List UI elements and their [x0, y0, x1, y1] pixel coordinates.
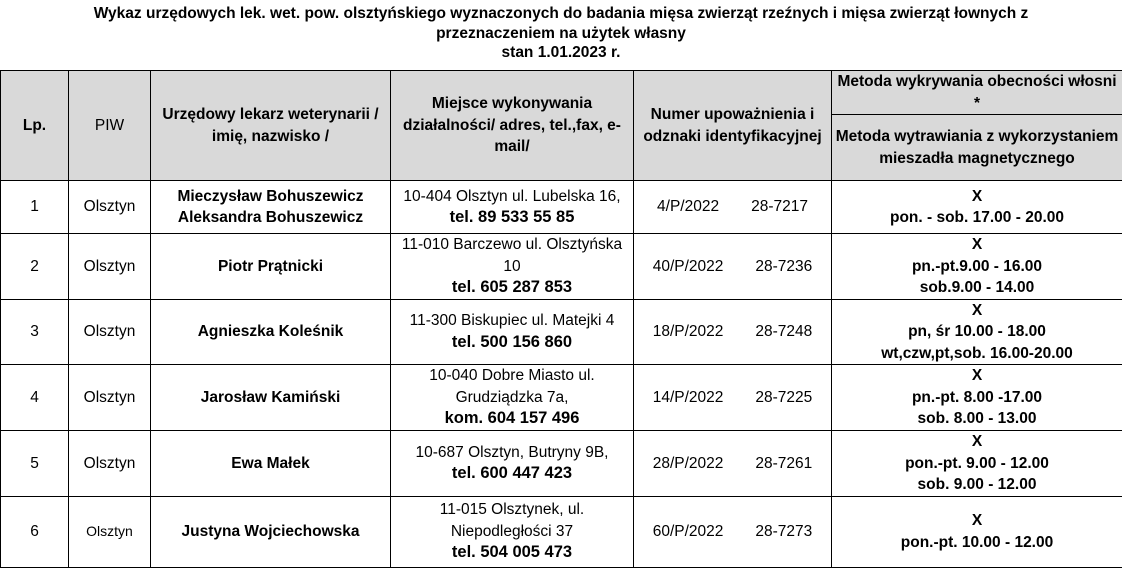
row-address — [391, 431, 634, 497]
row-veterinarian-name — [151, 496, 391, 567]
row-piw: Olsztyn — [69, 365, 151, 431]
working-hours: pn.-pt. 8.00 -17.00 — [911, 388, 1043, 406]
authorization-pair — [636, 196, 829, 218]
method-mark: X — [971, 367, 983, 385]
row-piw: Olsztyn — [69, 234, 151, 300]
badge-number: 28-7217 — [751, 198, 808, 216]
row-number: 4 — [1, 365, 69, 431]
row-authorization — [634, 496, 832, 567]
header-lp: Lp. — [1, 71, 69, 181]
row-method-hours — [832, 181, 1122, 234]
row-veterinarian-name — [151, 365, 391, 431]
method-mark: X — [971, 433, 983, 450]
working-hours: sob. 9.00 - 12.00 — [917, 476, 1037, 493]
working-hours: sob. 8.00 - 13.00 — [917, 410, 1037, 428]
row-number: 5 — [1, 431, 69, 497]
row-authorization — [634, 365, 832, 431]
row-veterinarian-name — [151, 181, 391, 234]
table-row — [1, 234, 1122, 300]
badge-number: 28-7261 — [755, 454, 813, 472]
authorization-pair — [636, 521, 829, 543]
phone-number: tel. 500 156 860 — [451, 332, 573, 351]
row-authorization — [634, 234, 832, 300]
header-location: Miejsce wykonywania działalności/ adres, tel.,fax, e-mail/ — [391, 71, 634, 181]
row-piw: Olsztyn — [69, 299, 151, 365]
document-title — [0, 0, 1122, 66]
row-piw: Olsztyn — [69, 431, 151, 497]
veterinarian-name: Ewa Małek — [231, 454, 310, 472]
badge-number: 28-7273 — [755, 522, 813, 540]
authorization-pair — [636, 453, 829, 475]
working-hours: pon. - sob. 17.00 - 20.00 — [889, 209, 1064, 226]
authorization-number: 14/P/2022 — [652, 388, 724, 406]
veterinarian-name: Mieczysław Bohuszewicz — [177, 187, 364, 205]
authorization-pair — [636, 387, 829, 409]
header-piw: PIW — [69, 71, 151, 181]
header-authorization-number: Numer upoważnienia i odznaki identyfikacyjnej — [634, 71, 832, 181]
veterinarian-name: Agnieszka Koleśnik — [197, 323, 344, 340]
title-line-1: Wykaz urzędowych lek. wet. pow. olsztyńskiego wyznaczonych do badania mięsa zwierząt rzeźnych i mięsa zwierząt łownych z — [93, 5, 1029, 22]
row-address — [391, 181, 634, 234]
authorization-number: 28/P/2022 — [652, 454, 724, 472]
row-number: 6 — [1, 496, 69, 567]
method-mark: X — [971, 187, 983, 205]
authorization-number: 18/P/2022 — [652, 323, 724, 340]
working-hours: pn, śr 10.00 - 18.00 — [908, 323, 1046, 340]
row-piw: Olsztyn — [69, 496, 151, 567]
address-line: 11-010 Barczewo ul. Olsztyńska — [401, 236, 623, 253]
phone-number: tel. 89 533 55 85 — [449, 208, 575, 226]
address-line: Niepodległości 37 — [450, 522, 574, 540]
address-line: 11-300 Biskupiec ul. Matejki 4 — [409, 312, 615, 330]
phone-number: tel. 605 287 853 — [451, 278, 573, 296]
title-line-2: przeznaczeniem na użytek własny — [436, 24, 686, 42]
authorization-number: 4/P/2022 — [657, 198, 720, 216]
row-method-hours — [832, 365, 1122, 431]
table-row — [1, 365, 1122, 431]
veterinarians-table — [0, 70, 1122, 568]
authorization-number: 60/P/2022 — [652, 522, 724, 540]
badge-number: 28-7225 — [755, 388, 813, 406]
table-row — [1, 181, 1122, 234]
title-line-3: stan 1.01.2023 r. — [501, 44, 621, 61]
address-line: Grudziądzka 7a, — [455, 388, 569, 406]
phone-number: kom. 604 157 496 — [444, 409, 580, 428]
veterinarian-name: Aleksandra Bohuszewicz — [177, 209, 364, 226]
working-hours: pon.-pt. 10.00 - 12.00 — [900, 533, 1054, 551]
authorization-pair — [636, 321, 829, 343]
table-row — [1, 496, 1122, 567]
header-method-sub: Metoda wytrawiania z wykorzystaniem mieszadła magnetycznego — [832, 115, 1122, 181]
veterinarian-name: Justyna Wojciechowska — [181, 522, 360, 540]
row-number: 2 — [1, 234, 69, 300]
row-address — [391, 496, 634, 567]
method-mark: X — [971, 301, 983, 319]
row-method-hours — [832, 496, 1122, 567]
address-line: 10 — [503, 257, 521, 275]
veterinarian-name: Piotr Prątnicki — [217, 257, 324, 275]
working-hours: wt,czw,pt,sob. 16.00-20.00 — [881, 344, 1073, 362]
row-address — [391, 299, 634, 365]
working-hours: pn.-pt.9.00 - 16.00 — [911, 257, 1043, 275]
header-method-group: Metoda wykrywania obecności włosni * — [832, 71, 1122, 115]
row-address — [391, 234, 634, 300]
method-mark: X — [971, 236, 983, 253]
row-method-hours — [832, 234, 1122, 300]
working-hours: sob.9.00 - 14.00 — [919, 279, 1035, 296]
method-mark: X — [971, 512, 983, 529]
table-row — [1, 431, 1122, 497]
row-method-hours — [832, 299, 1122, 365]
working-hours: pon.-pt. 9.00 - 12.00 — [905, 454, 1049, 472]
phone-number: tel. 600 447 423 — [451, 464, 573, 483]
row-veterinarian-name — [151, 431, 391, 497]
authorization-number: 40/P/2022 — [652, 257, 724, 275]
row-veterinarian-name — [151, 299, 391, 365]
row-authorization — [634, 431, 832, 497]
address-line: 10-404 Olsztyn ul. Lubelska 16, — [403, 187, 621, 205]
address-line: 10-040 Dobre Miasto ul. — [429, 367, 595, 385]
row-authorization — [634, 299, 832, 365]
row-address — [391, 365, 634, 431]
address-line: 10-687 Olsztyn, Butryny 9B, — [415, 443, 609, 461]
badge-number: 28-7248 — [755, 323, 813, 340]
row-method-hours — [832, 431, 1122, 497]
row-number: 3 — [1, 299, 69, 365]
authorization-pair — [636, 256, 829, 278]
table-row — [1, 299, 1122, 365]
veterinarian-name: Jarosław Kamiński — [200, 388, 341, 406]
row-piw: Olsztyn — [69, 181, 151, 234]
phone-number: tel. 504 005 473 — [451, 543, 573, 562]
row-veterinarian-name — [151, 234, 391, 300]
row-number: 1 — [1, 181, 69, 234]
address-line: 11-015 Olsztynek, ul. — [439, 501, 585, 519]
row-authorization — [634, 181, 832, 234]
header-veterinarian: Urzędowy lekarz weterynarii / imię, nazwisko / — [151, 71, 391, 181]
badge-number: 28-7236 — [755, 257, 813, 275]
